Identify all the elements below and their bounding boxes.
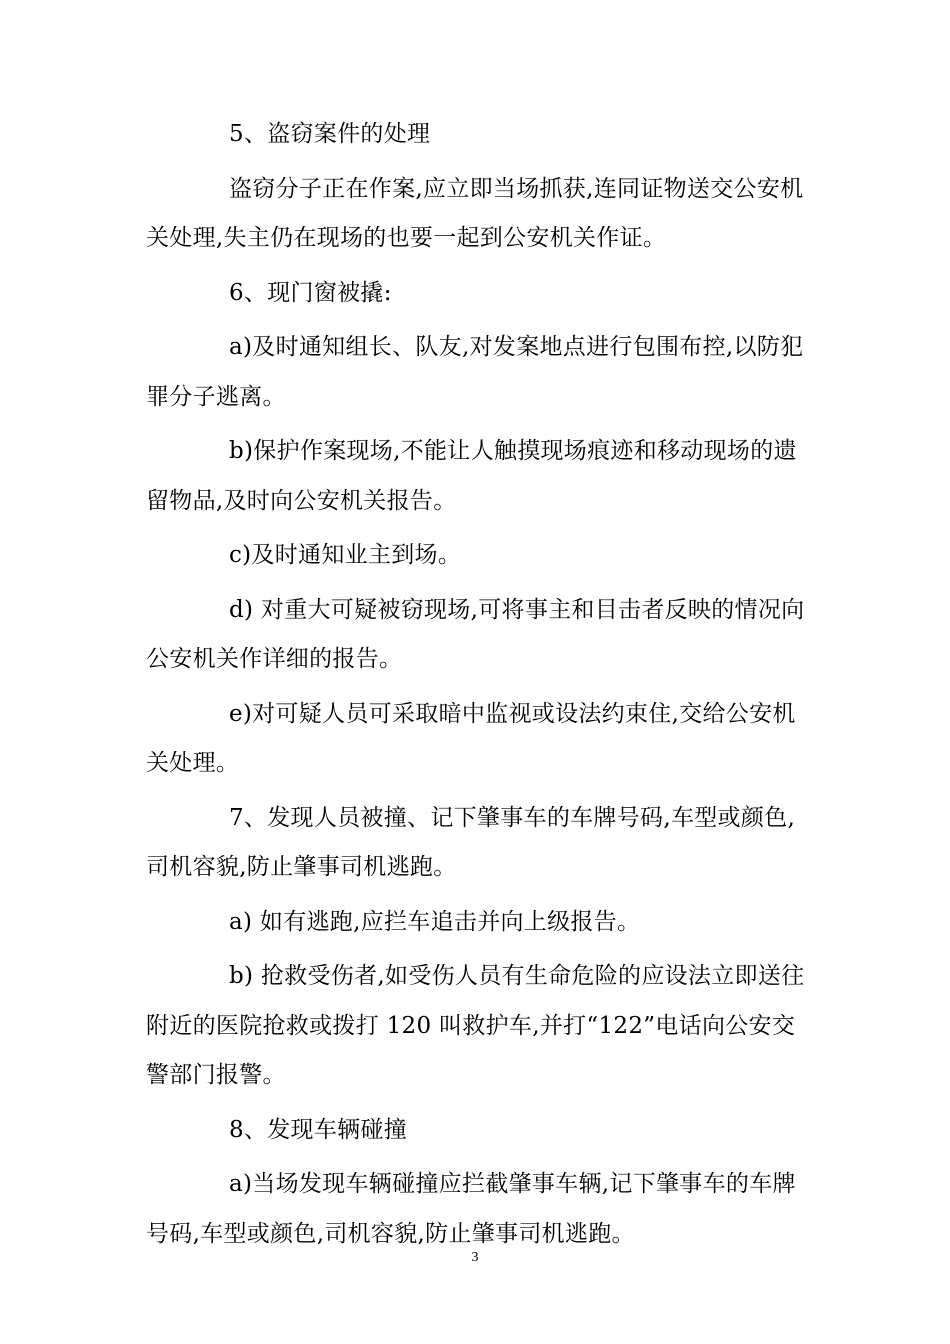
list-item-7a: a) 如有逃跑,应拦车追击并向上级报告。 <box>229 908 641 935</box>
heading-person-hit: 7、发现人员被撞、记下肇事车的车牌号码,车型或颜色,司机容貌,防止肇事司机逃跑。 <box>146 804 796 880</box>
list-item-6a: a)及时通知组长、队友,对发案地点进行包围布控,以防犯罪分子逃离。 <box>146 334 804 410</box>
list-item-7b: b) 抢救受伤者,如受伤人员有生命危险的应设法立即送往附近的医院抢救或拨打 120 叫救护车,并打“122”电话向公安交警部门报警。 <box>146 963 805 1088</box>
heading-theft-handling: 5、盗窃案件的处理 <box>229 121 431 147</box>
list-item-6c: c)及时通知业主到场。 <box>229 542 462 568</box>
page-number: 3 <box>471 1250 479 1265</box>
heading-vehicle-collision: 8、发现车辆碰撞 <box>229 1116 408 1143</box>
list-item-8a: a)当场发现车辆碰撞应拦截肇事车辆,记下肇事车的车牌号码,车型或颜色,司机容貌,防止肇事司机逃跑。 <box>146 1171 796 1247</box>
paragraph-theft-arrest: 盗窃分子正在作案,应立即当场抓获,连同证物送交公安机关处理,失主仍在现场的也要一起到公安机关作证。 <box>146 175 804 251</box>
heading-window-pried: 6、现门窗被撬: <box>229 279 392 306</box>
list-item-6d: d) 对重大可疑被窃现场,可将事主和目击者反映的情况向公安机关作详细的报告。 <box>146 596 805 672</box>
document-body <box>146 110 806 1264</box>
list-item-6b: b)保护作案现场,不能让人触摸现场痕迹和移动现场的遗留物品,及时向公安机关报告。 <box>146 438 797 514</box>
list-item-6e: e)对可疑人员可采取暗中监视或设法约束住,交给公安机关处理。 <box>146 700 796 776</box>
